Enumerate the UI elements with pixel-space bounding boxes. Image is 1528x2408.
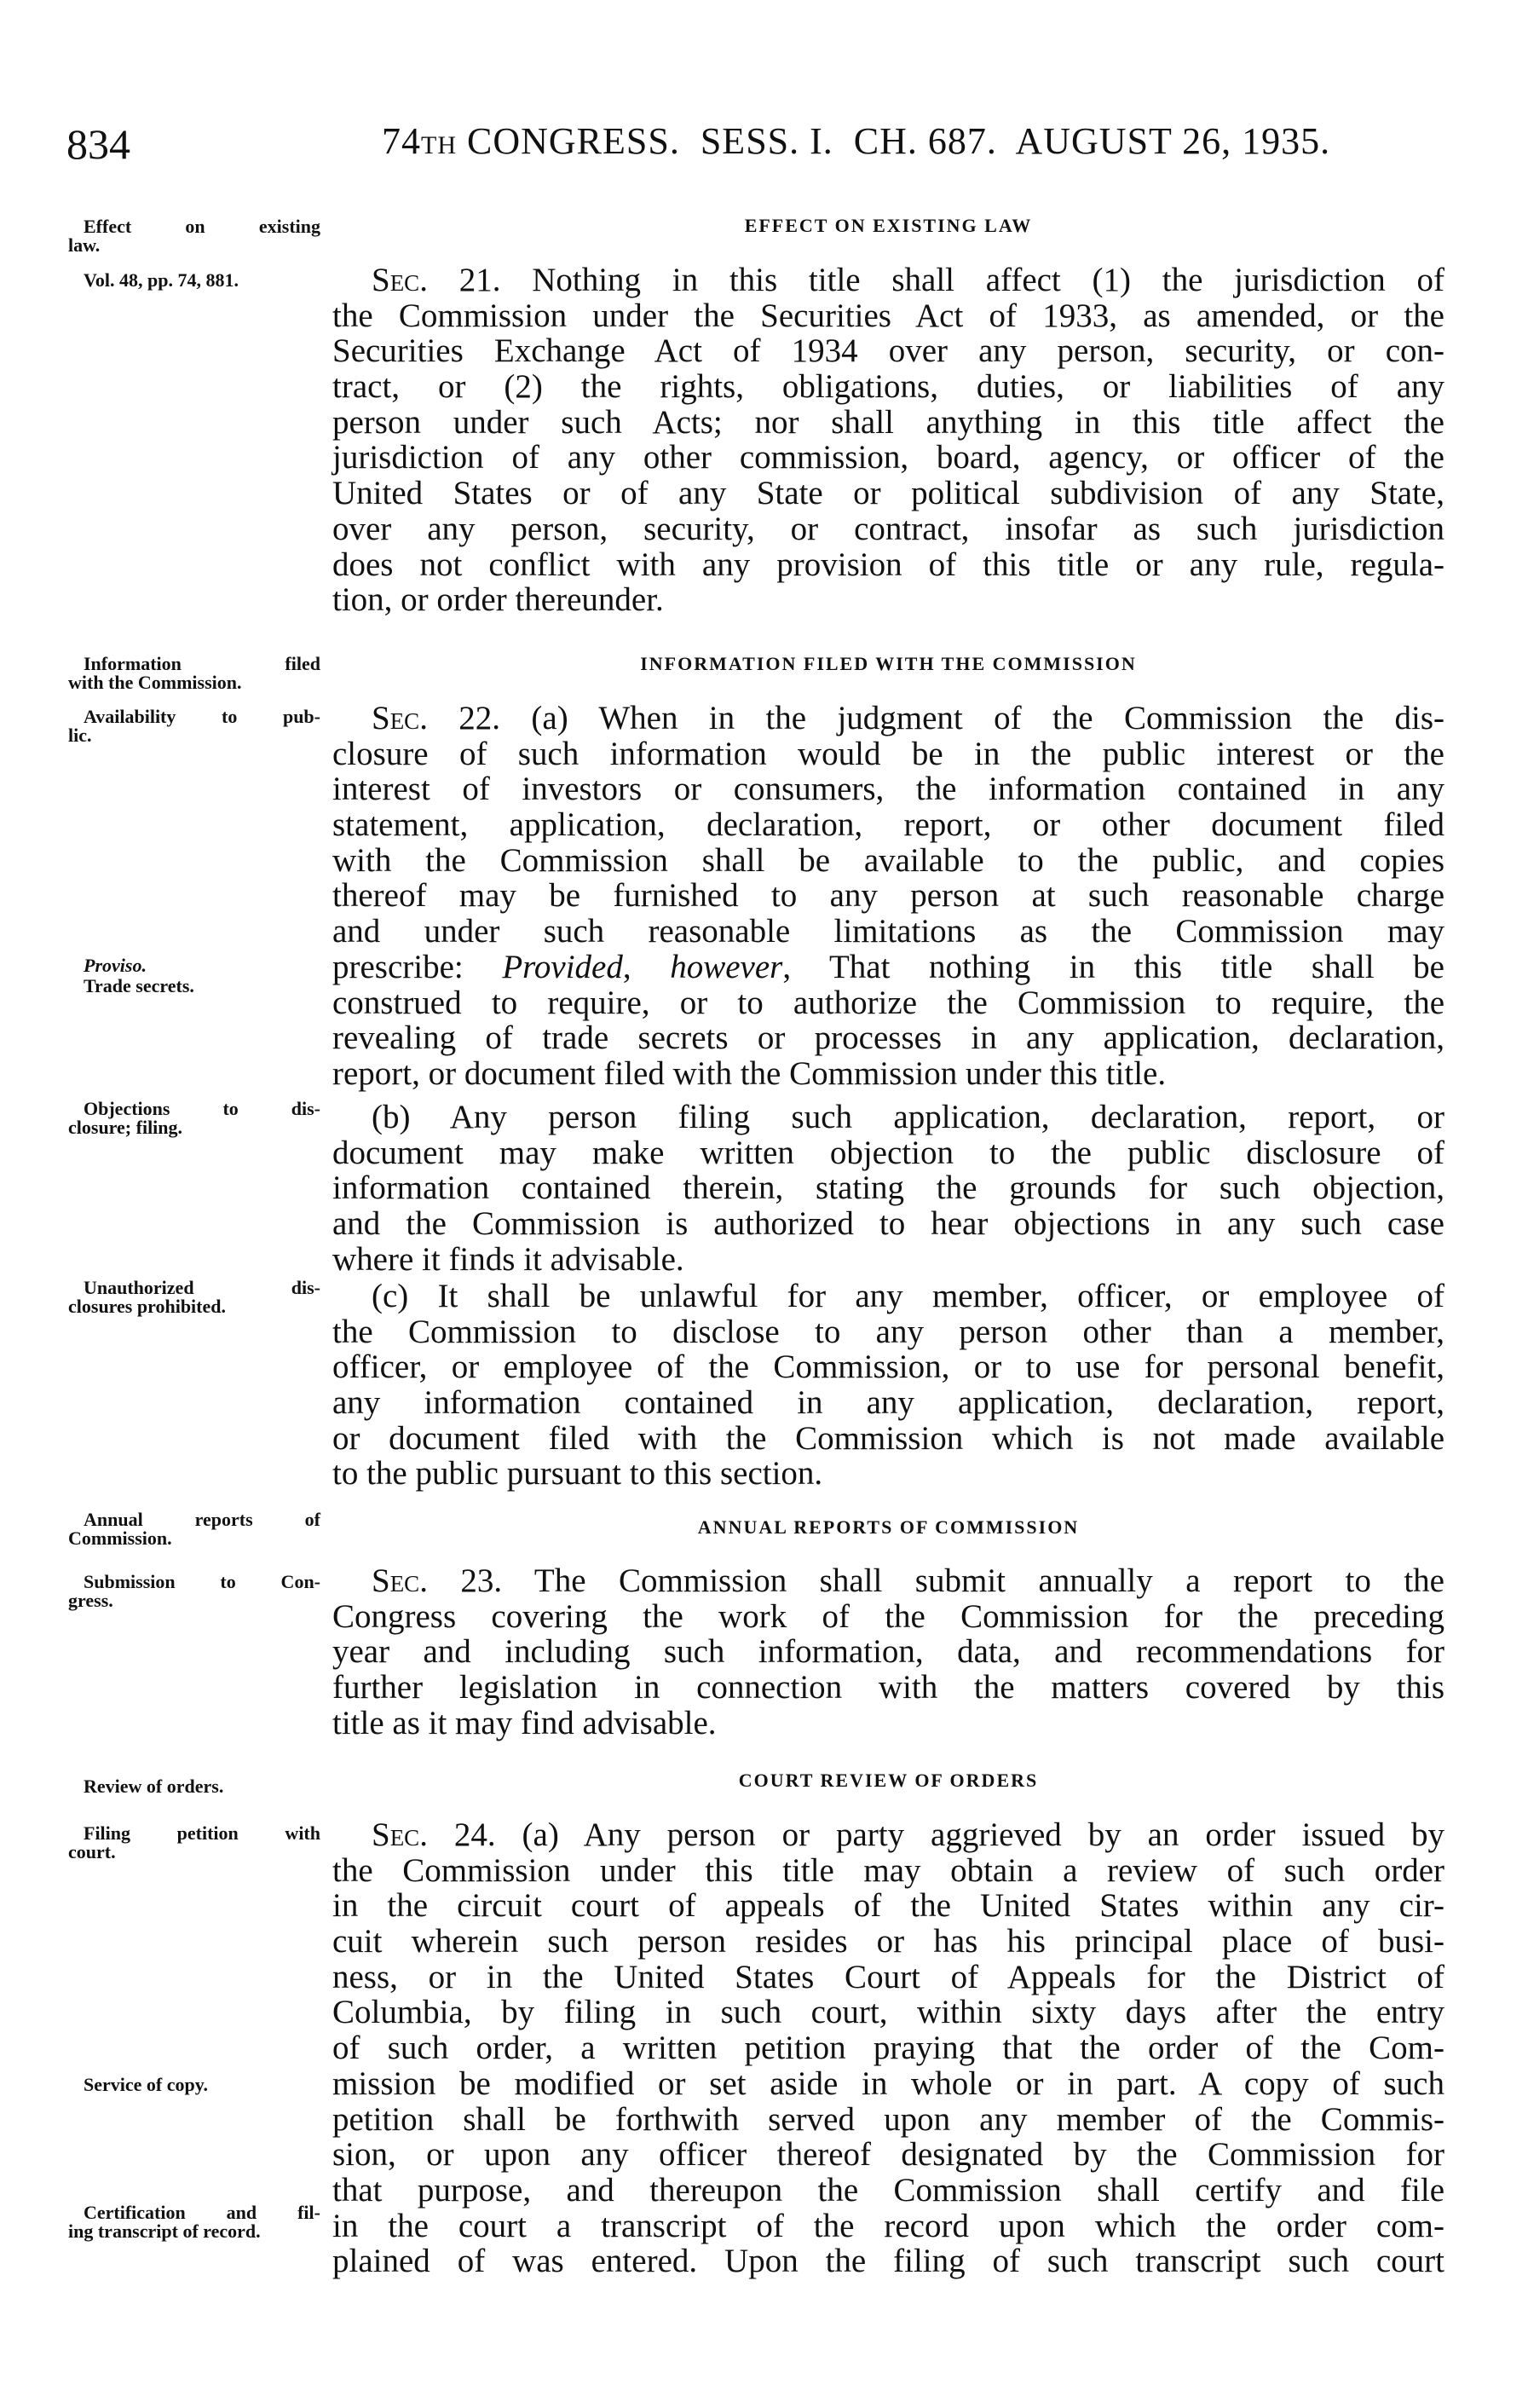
text-line — [332, 1706, 1444, 1741]
margin-note-line: closure; filing. — [68, 1117, 183, 1138]
text-segment: United States or of any State or political subdivision of any State, — [332, 475, 1444, 512]
text-line — [332, 333, 1444, 369]
text-line — [332, 985, 1444, 1021]
text-segment: (c) It shall be unlawful for any member, officer, or employee of — [372, 1278, 1444, 1314]
text-segment: to the public pursuant to this section. — [332, 1455, 823, 1493]
text-line — [332, 440, 1444, 476]
text-segment: tion, or order thereunder. — [332, 581, 664, 619]
section-heading: INFORMATION FILED WITH THE COMMISSION — [640, 653, 1137, 674]
text-line — [332, 771, 1444, 807]
text-line — [332, 2066, 1444, 2102]
margin-note-line: Service of copy. — [84, 2074, 209, 2095]
margin-note-line: Availability to pub- — [84, 706, 320, 727]
margin-note-line: Proviso. — [84, 955, 147, 976]
margin-note-line: Certification and fil- — [84, 2202, 320, 2223]
text-line — [332, 807, 1444, 843]
page-number: 834 — [66, 120, 130, 168]
text-segment: , That nothing in this title shall be — [782, 948, 1444, 985]
text-line — [332, 1924, 1444, 1960]
text-segment: petition shall be forthwith served upon any member of the Commis- — [332, 2100, 1444, 2138]
text-segment: the Commission under the Securities Act of 1933, as amended, or the — [332, 297, 1444, 334]
text-segment: and the Commission is authorized to hear objections in any such case — [332, 1205, 1444, 1243]
text-segment: year and including such information, data, and recommendations for — [332, 1633, 1444, 1671]
text-segment: , — [622, 948, 671, 985]
text-segment: 24. (a) Any person or party aggrieved by an order issued by — [427, 1816, 1444, 1853]
section-label: Sec. — [372, 700, 428, 736]
margin-note-line: Filing petition with — [84, 1822, 320, 1844]
text-segment: person under such Acts; nor shall anything in this title affect the — [332, 403, 1444, 441]
margin-note — [68, 1279, 320, 1316]
margin-note-line: court. — [68, 1841, 116, 1862]
text-line — [332, 2173, 1444, 2209]
margin-note — [68, 217, 320, 255]
margin-note — [68, 977, 320, 996]
text-segment: 23. The Commission shall submit annually a report to the — [427, 1562, 1444, 1599]
text-line — [332, 2102, 1444, 2138]
text-segment: Congress covering the work of the Commission for the preceding — [332, 1597, 1444, 1635]
text-line — [332, 1279, 1444, 1314]
text-segment: in the circuit court of appeals of the United States within any cir- — [332, 1887, 1444, 1925]
text-line — [332, 1242, 1444, 1278]
text-line — [332, 1020, 1444, 1056]
text-segment: jurisdiction of any other commission, board, agency, or officer of the — [332, 439, 1444, 476]
text-line — [332, 1314, 1444, 1350]
text-segment: in the court a transcript of the record upon which the order com- — [332, 2207, 1444, 2244]
text-line — [332, 2209, 1444, 2244]
margin-note-line: Annual reports of — [84, 1509, 320, 1530]
text-line — [332, 1349, 1444, 1385]
text-line — [332, 1056, 1444, 1092]
congress-number: 74 — [382, 120, 421, 162]
text-line — [332, 298, 1444, 334]
text-segment: title as it may find advisable. — [332, 1704, 717, 1741]
margin-note-line: Review of orders. — [84, 1776, 224, 1797]
text-line — [332, 547, 1444, 583]
text-line — [332, 843, 1444, 879]
text-line — [332, 476, 1444, 511]
text-segment: does not conflict with any provision of this title or any rule, regula- — [332, 546, 1444, 583]
text-segment: tract, or (2) the rights, obligations, duties, or liabilities of any — [332, 368, 1444, 406]
text-segment: thereof may be furnished to any person at such reasonable charge — [332, 877, 1444, 915]
margin-note — [68, 1510, 320, 1548]
text-segment: with the Commission shall be available to the public, and copies — [332, 841, 1444, 879]
section-label: Sec. — [372, 1816, 428, 1853]
text-line — [332, 511, 1444, 547]
text-line — [332, 263, 1444, 298]
text-segment: the Commission to disclose to any person other than a member, — [332, 1313, 1444, 1350]
text-segment: interest of investors or consumers, the information contained in any — [332, 771, 1444, 808]
margin-note-line: gress. — [68, 1590, 113, 1611]
margin-note — [68, 1573, 320, 1610]
text-segment: sion, or upon any officer thereof designated by the Commission for — [332, 2136, 1444, 2174]
text-line — [332, 1853, 1444, 1889]
text-line — [332, 1599, 1444, 1635]
text-segment: information contained therein, stating the grounds for such objection, — [332, 1169, 1444, 1207]
margin-note — [68, 1100, 320, 1137]
text-line — [332, 1135, 1444, 1171]
text-segment: further legislation in connection with the matters covered by this — [332, 1669, 1444, 1706]
section-heading: COURT REVIEW OF ORDERS — [738, 1770, 1039, 1791]
margin-note-line: Information filed — [84, 653, 320, 674]
text-line — [332, 1634, 1444, 1670]
margin-note-line: Effect on existing — [84, 216, 320, 237]
text-segment: the Commission under this title may obtain a review of such order — [332, 1851, 1444, 1889]
margin-note-line: Unauthorized dis- — [84, 1277, 320, 1298]
text-line — [332, 369, 1444, 405]
text-segment: where it finds it advisable. — [332, 1240, 684, 1278]
section-paragraph — [332, 1100, 1444, 1277]
text-line — [332, 2243, 1444, 2279]
text-segment: (b) Any person filing such application, declaration, report, or — [372, 1099, 1444, 1135]
margin-note-line: Objections to dis- — [84, 1098, 320, 1119]
margin-note — [68, 707, 320, 745]
text-segment: 21. Nothing in this title shall affect (1) the jurisdiction of — [427, 262, 1444, 298]
text-segment: over any person, security, or contract, insofar as such jurisdiction — [332, 510, 1444, 547]
italic-text: however — [670, 948, 783, 985]
italic-text: Provided — [502, 948, 623, 985]
text-line — [332, 1206, 1444, 1242]
text-segment: mission be modified or set aside in whole or in part. A copy of such — [332, 2064, 1444, 2102]
text-line — [332, 2137, 1444, 2173]
margin-note-line: Trade secrets. — [84, 975, 194, 996]
text-segment: of such order, a written petition praying that the order of the Com- — [332, 2030, 1444, 2067]
text-line — [332, 1888, 1444, 1924]
text-line — [332, 1563, 1444, 1599]
text-segment: 22. (a) When in the judgment of the Commission the dis- — [427, 700, 1444, 736]
text-line — [332, 701, 1444, 736]
margin-note-line: lic. — [68, 725, 92, 746]
text-segment: document may make written objection to the public disclosure of — [332, 1134, 1444, 1171]
text-segment: Securities Exchange Act of 1934 over any person, security, or con- — [332, 332, 1444, 370]
margin-note-line: ing transcript of record. — [68, 2220, 261, 2242]
margin-note — [68, 655, 320, 692]
margin-note — [68, 1824, 320, 1862]
text-line — [332, 1100, 1444, 1135]
header-text: CONGRESS. SESS. I. CH. 687. AUGUST 26, 1935. — [457, 120, 1331, 162]
section-label: Sec. — [372, 262, 428, 298]
margin-note — [68, 2076, 320, 2094]
section-paragraph — [332, 263, 1444, 618]
section-heading: EFFECT ON EXISTING LAW — [744, 215, 1033, 236]
text-line — [332, 914, 1444, 950]
section-paragraph — [332, 1817, 1444, 2279]
text-segment: Columbia, by filing in such court, within sixty days after the entry — [332, 1994, 1444, 2031]
text-segment: any information contained in any application, declaration, report, — [332, 1384, 1444, 1422]
text-line — [332, 1960, 1444, 1995]
section-label: Sec. — [372, 1562, 428, 1599]
congress-suffix: TH — [421, 131, 457, 159]
text-segment: and under such reasonable limitations as the Commission may — [332, 913, 1444, 950]
section-paragraph — [332, 1563, 1444, 1741]
text-line — [332, 582, 1444, 618]
text-line — [332, 1670, 1444, 1706]
section-heading: ANNUAL REPORTS OF COMMISSION — [697, 1516, 1080, 1538]
text-segment: prescribe: — [332, 948, 503, 985]
text-segment: ness, or in the United States Court of Appeals for the District of — [332, 1958, 1444, 1995]
text-line — [332, 950, 1444, 985]
margin-note-line: Submission to Con- — [84, 1571, 320, 1592]
margin-note-line: Commission. — [68, 1527, 172, 1549]
text-segment: or document filed with the Commission which is not made available — [332, 1419, 1444, 1457]
text-segment: report, or document filed with the Commission under this title. — [332, 1054, 1167, 1092]
text-segment: revealing of trade secrets or processes in any application, declaration, — [332, 1019, 1444, 1057]
section-paragraph — [332, 1279, 1444, 1492]
running-header — [382, 119, 1330, 163]
margin-note-line: closures prohibited. — [68, 1296, 226, 1317]
text-line — [332, 1817, 1444, 1853]
text-line — [332, 878, 1444, 914]
text-line — [332, 1995, 1444, 2030]
text-segment: statement, application, declaration, report, or other document filed — [332, 806, 1444, 844]
text-line — [332, 405, 1444, 441]
text-line — [332, 1421, 1444, 1457]
text-line — [332, 1385, 1444, 1421]
text-line — [332, 1456, 1444, 1492]
section-paragraph — [332, 701, 1444, 1092]
text-line — [332, 1170, 1444, 1206]
margin-note — [68, 956, 320, 975]
margin-note-line: with the Commission. — [68, 672, 242, 693]
text-segment: closure of such information would be in the public interest or the — [332, 735, 1444, 772]
margin-note — [68, 2203, 320, 2241]
text-segment: plained of was entered. Upon the filing of such transcript such court — [332, 2243, 1444, 2280]
margin-note-line: Vol. 48, pp. 74, 881. — [84, 269, 239, 291]
text-line — [332, 736, 1444, 772]
text-line — [332, 2030, 1444, 2066]
text-segment: cuit wherein such person resides or has his principal place of busi- — [332, 1923, 1444, 1960]
margin-note — [68, 1777, 320, 1796]
margin-note — [68, 271, 320, 290]
text-segment: that purpose, and thereupon the Commission shall certify and file — [332, 2171, 1444, 2209]
text-segment: officer, or employee of the Commission, or to use for personal benefit, — [332, 1348, 1444, 1386]
margin-note-line: law. — [68, 234, 101, 256]
text-segment: construed to require, or to authorize the Commission to require, the — [332, 984, 1444, 1021]
